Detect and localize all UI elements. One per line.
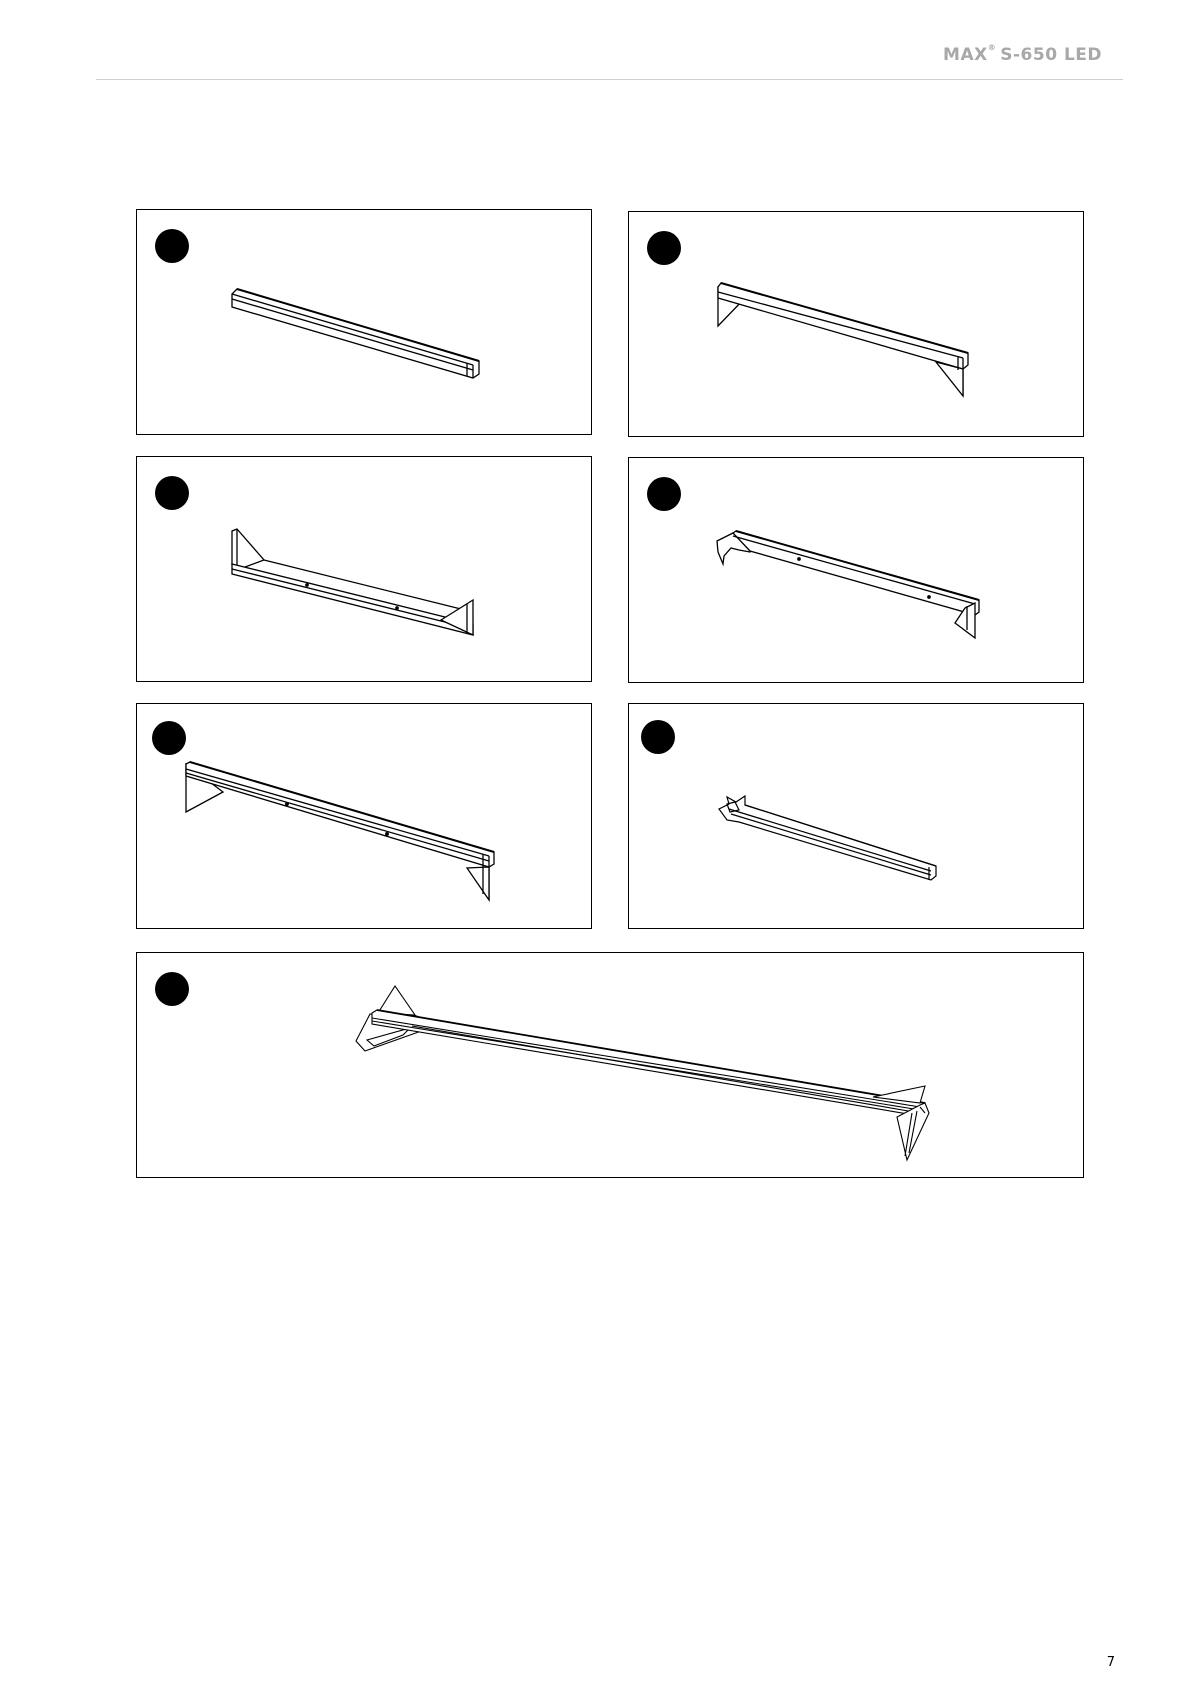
model-name: S-650 LED <box>1000 45 1102 65</box>
brand-name: MAX <box>943 45 988 65</box>
step-panel-1 <box>136 209 592 435</box>
led-profile-icon <box>629 704 1085 930</box>
page-number: 7 <box>1106 1655 1115 1670</box>
rail-with-end-brackets-icon <box>137 457 593 683</box>
step-panel-3 <box>136 456 592 682</box>
document-header <box>943 45 1102 65</box>
rail-with-side-plates-icon <box>629 212 1085 438</box>
assembled-frame-icon <box>137 953 1085 1179</box>
header-rule <box>96 79 1123 80</box>
step-panel-7 <box>136 952 1084 1178</box>
rail-with-end-plates-icon <box>137 704 593 930</box>
rail-with-clamp-bracket-icon <box>629 458 1085 684</box>
step-panel-2 <box>628 211 1084 437</box>
step-panel-5 <box>136 703 592 929</box>
step-panel-4 <box>628 457 1084 683</box>
step-panel-6 <box>628 703 1084 929</box>
registered-mark: ® <box>987 43 997 53</box>
profile-rail-icon <box>137 210 593 436</box>
